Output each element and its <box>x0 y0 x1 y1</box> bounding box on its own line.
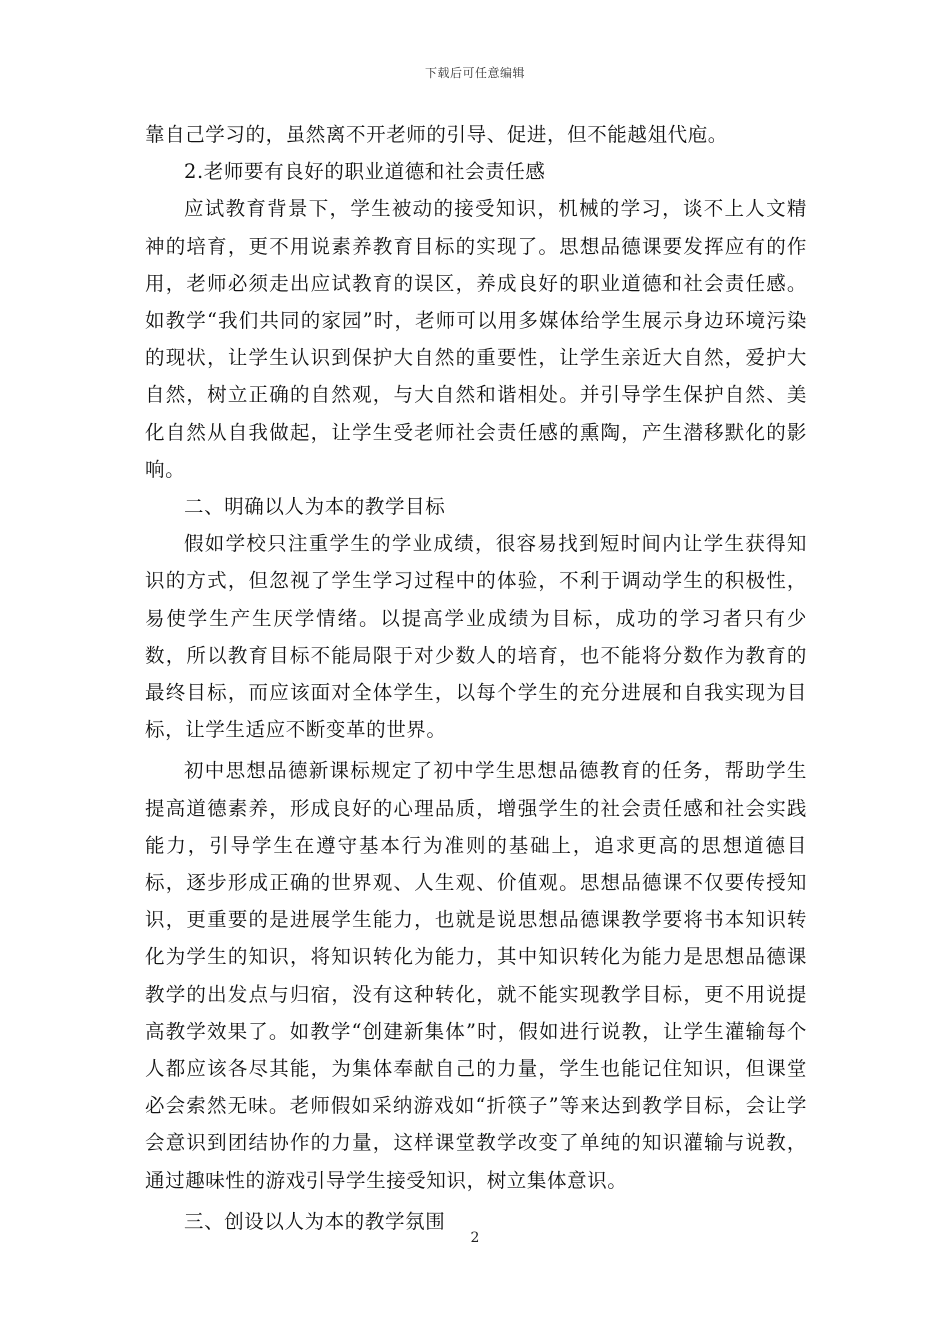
paragraph-school-focus: 假如学校只注重学生的学业成绩，很容易找到短时间内让学生获得知识的方式，但忽视了学生学习过程中的体验，不利于调动学生的积极性，易使学生产生厌学情绪。以提高学业成绩为目标，成功的学习者只有少数，所以教育目标不能局限于对少数人的培育，也不能将分数作为教育的最终目标，而应该面对全体学生，以每个学生的充分进展和自我实现为目标，让学生适应不断变革的世界。 <box>145 532 807 742</box>
paragraph-exam-education: 应试教育背景下，学生被动的接受知识，机械的学习，谈不上人文精神的培育，更不用说素养教育目标的实现了。思想品德课要发挥应有的作用，老师必须走出应试教育的误区，养成良好的职业道德和社会责任感。如教学“我们共同的家园”时，老师可以用多媒体给学生展示身边环境污染的现状，让学生认识到保护大自然的重要性，让学生亲近大自然，爱护大自然，树立正确的自然观，与大自然和谐相处。并引导学生保护自然、美化自然从自我做起，让学生受老师社会责任感的熏陶，产生潜移默化的影响。 <box>145 197 807 481</box>
section-heading-2: 二、明确以人为本的教学目标 <box>184 495 446 519</box>
document-body <box>145 116 807 1240</box>
paragraph-curriculum-standard: 初中思想品德新课标规定了初中学生思想品德教育的任务，帮助学生提高道德素养，形成良好的心理品质，增强学生的社会责任感和社会实践能力，引导学生在遵守基本行为准则的基础上，追求更高的思想道德目标，逐步形成正确的世界观、人生观、价值观。思想品德课不仅要传授知识，更重要的是进展学生能力，也就是说思想品德课教学要将书本知识转化为学生的知识，将知识转化为能力，其中知识转化为能力是思想品德课教学的出发点与归宿，没有这种转化，就不能实现教学目标，更不用说提高教学效果了。如教学“创建新集体”时，假如进行说教，让学生灌输每个人都应该各尽其能，为集体奉献自己的力量，学生也能记住知识，但课堂必会索然无味。老师假如采纳游戏如“折筷子”等来达到教学目标，会让学会意识到团结协作的力量，这样课堂教学改变了单纯的知识灌输与说教，通过趣味性的游戏引导学生接受知识，树立集体意识。 <box>145 759 807 1192</box>
paragraph-continuation: 靠自己学习的，虽然离不开老师的引导、促进，但不能越俎代庖。 <box>145 123 728 146</box>
page-header: 下载后可任意编辑 <box>424 66 525 80</box>
page-number: 2 <box>470 1230 480 1246</box>
section-heading-3: 三、创设以人为本的教学氛围 <box>184 1209 446 1233</box>
subheading-teacher-ethics: 2.老师要有良好的职业道德和社会责任感 <box>184 160 546 184</box>
